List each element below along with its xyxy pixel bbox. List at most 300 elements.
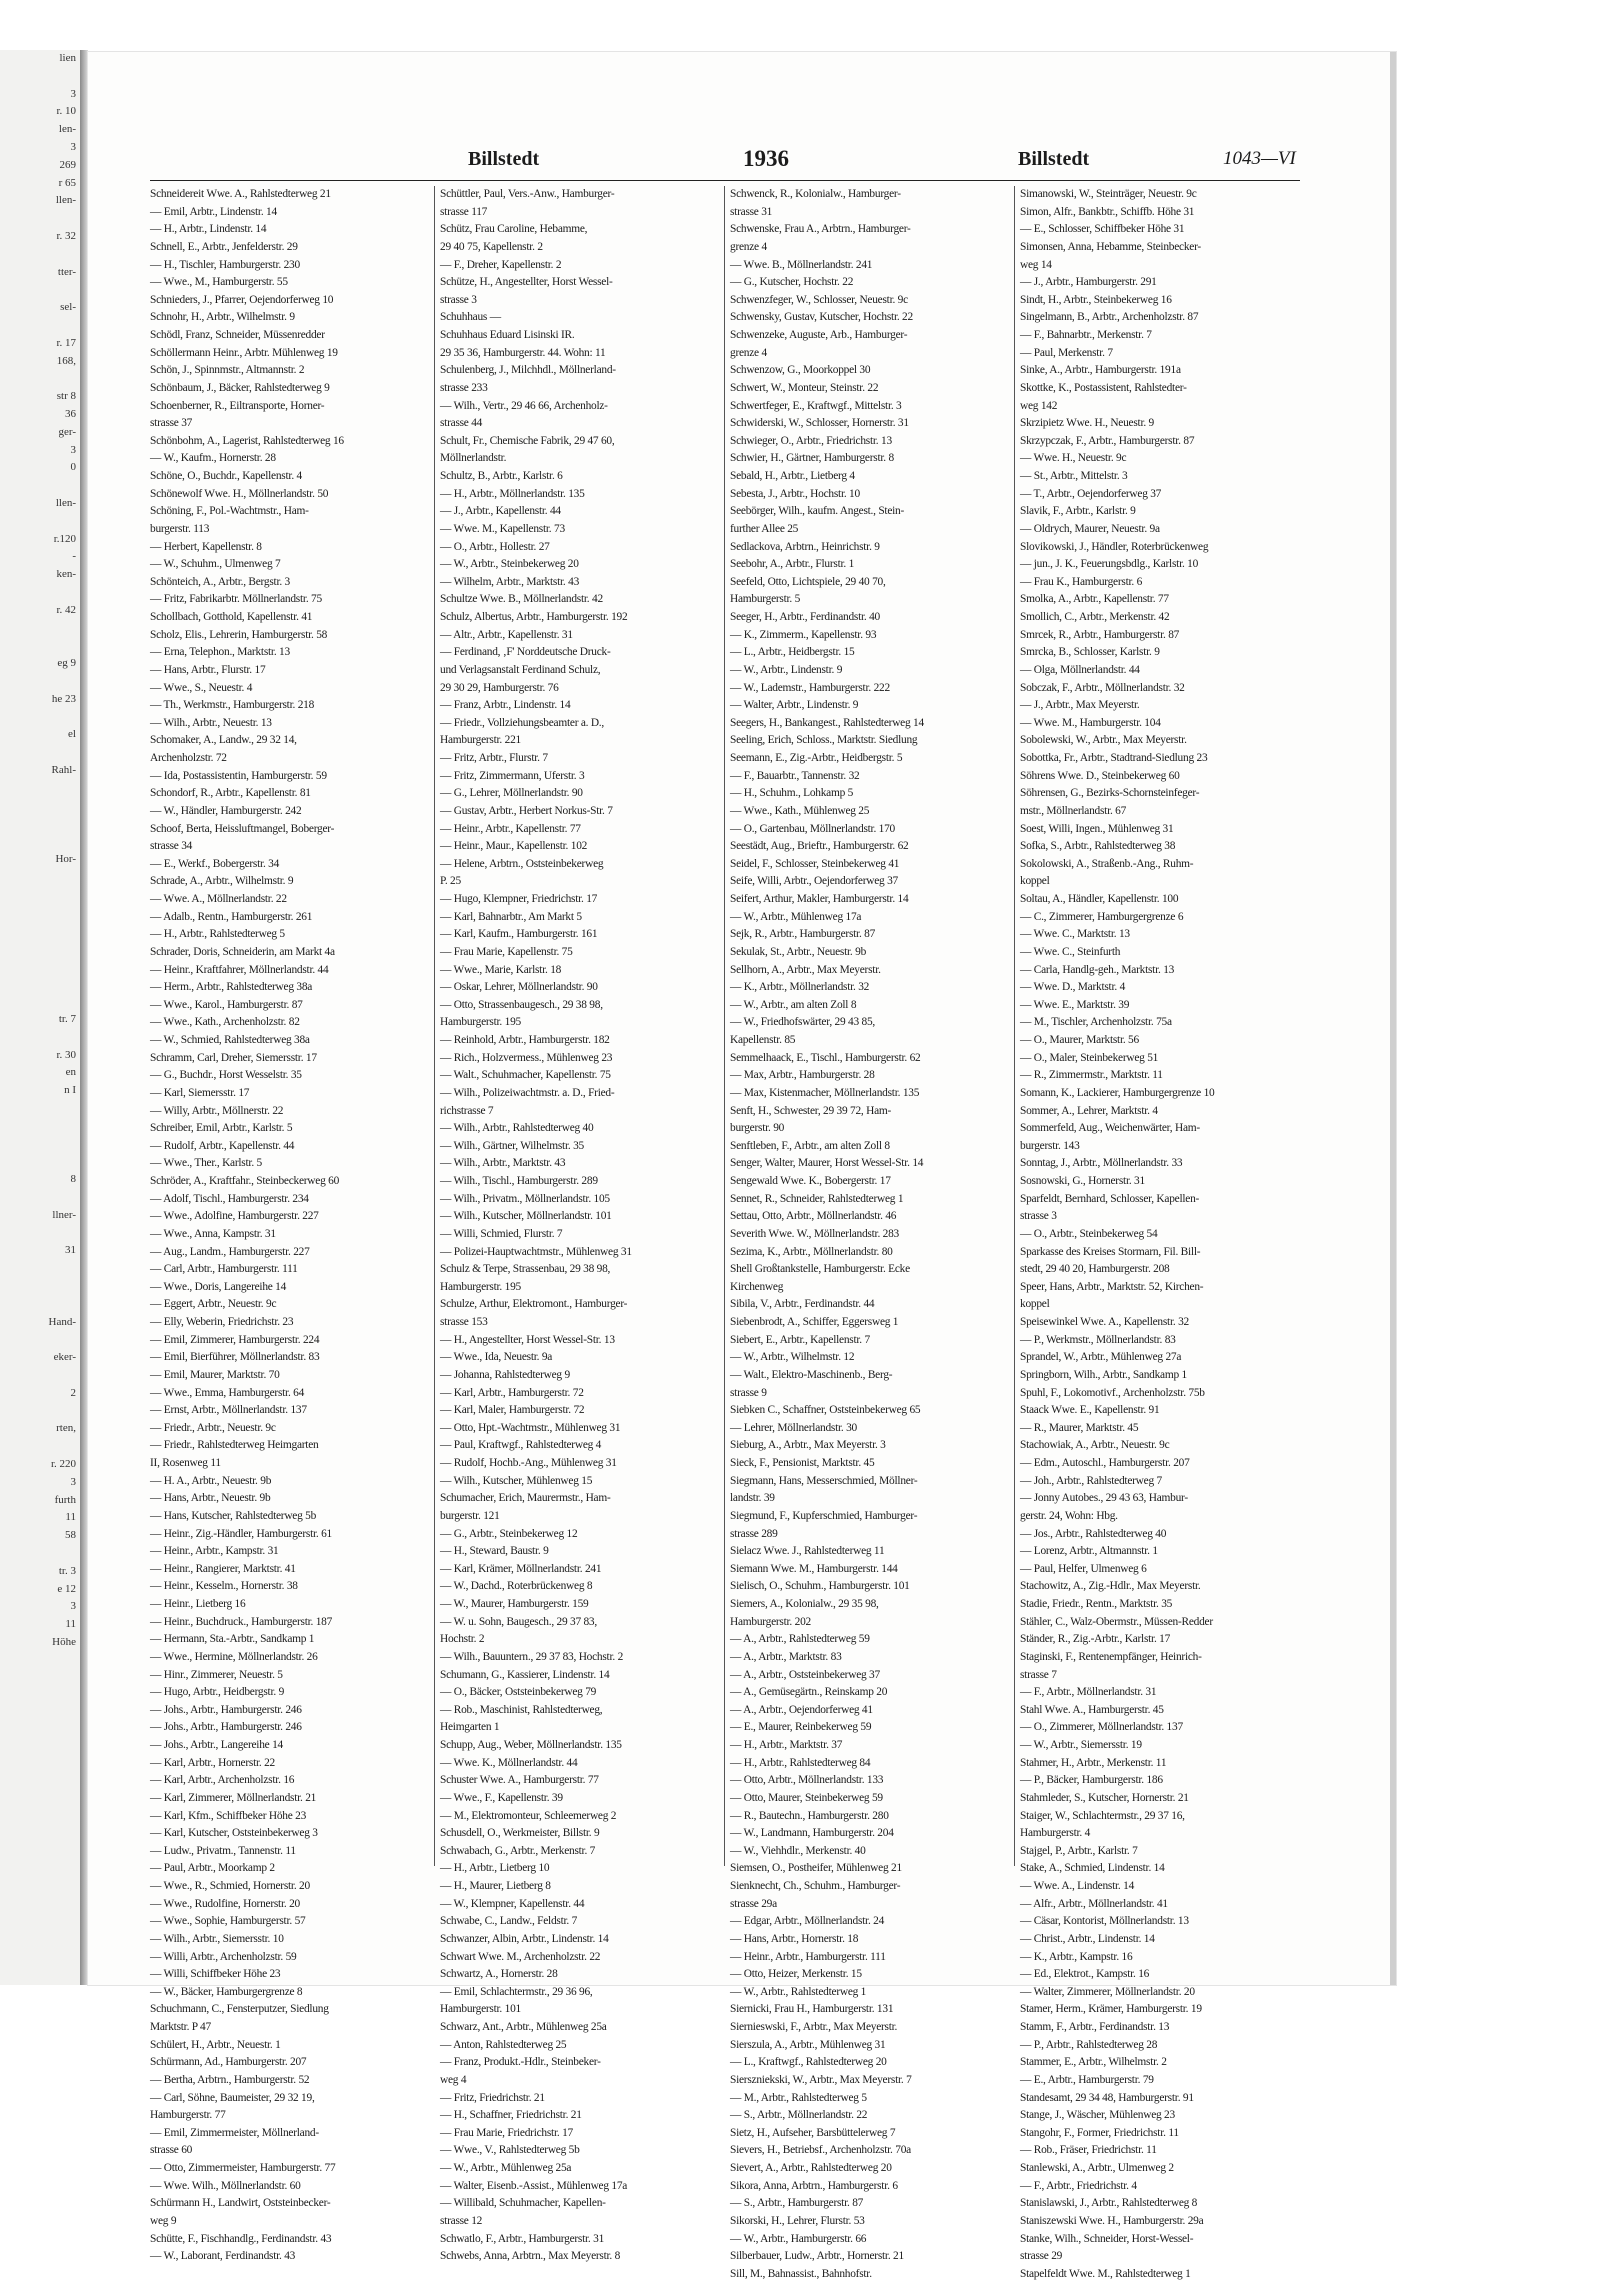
directory-entry: grenze 4 xyxy=(730,240,767,253)
directory-entry: — Heinr., Kesselm., Hornerstr. 38 xyxy=(150,1580,298,1593)
directory-entry: Stajgel, P., Arbtr., Karlstr. 7 xyxy=(1020,1844,1138,1857)
facing-page-fragment: r.120 xyxy=(53,532,76,545)
directory-entry: — W., Friedhofswärter, 29 43 85, xyxy=(730,1016,875,1029)
directory-entry: — W., Arbtr., Rahlstedterweg 1 xyxy=(730,1985,867,1998)
directory-entry: Schollbach, Gotthold, Kapellenstr. 41 xyxy=(150,611,313,623)
directory-entry: — H., Tischler, Hamburgerstr. 230 xyxy=(150,258,300,271)
directory-entry: — K., Arbtr., Möllnerlandstr. 32 xyxy=(730,981,870,994)
directory-entry: Kapellenstr. 85 xyxy=(730,1034,796,1046)
directory-entry: — Hans, Arbtr., Flurstr. 17 xyxy=(150,663,266,676)
directory-entry: Siemers, A., Kolonialw., 29 35 98, xyxy=(730,1598,879,1610)
directory-entry: — Wwe., Hermine, Möllnerlandstr. 26 xyxy=(150,1650,318,1663)
directory-entry: Schwatlo, F., Arbtr., Hamburgerstr. 31 xyxy=(440,2232,605,2245)
directory-entry: — W., Arbtr., Wilhelmstr. 12 xyxy=(730,1351,855,1364)
directory-entry: — H., Steward, Baustr. 9 xyxy=(440,1545,549,1558)
directory-entry: burgerstr. 121 xyxy=(440,1509,500,1522)
directory-entry: — Rudolf, Hochb.-Ang., Mühlenweg 31 xyxy=(440,1457,617,1469)
directory-entry: — Wwe. E., Marktstr. 39 xyxy=(1020,998,1130,1011)
column-1 xyxy=(150,186,432,2263)
directory-entry: Kirchenweg xyxy=(730,1280,784,1293)
directory-entry: Sonntag, J., Arbtr., Möllnerlandstr. 33 xyxy=(1020,1157,1183,1170)
directory-entry: — Jos., Arbtr., Rahlstedterweg 40 xyxy=(1020,1527,1167,1540)
directory-entry: — Fritz, Zimmermann, Uferstr. 3 xyxy=(440,769,585,782)
directory-entry: — Ludw., Privatm., Tannenstr. 11 xyxy=(150,1844,296,1857)
directory-entry: — Wilh., Arbtr., Rahlstedterweg 40 xyxy=(440,1122,594,1135)
directory-entry: — Lehrer, Möllnerlandstr. 30 xyxy=(730,1421,857,1434)
directory-entry: strasse 7 xyxy=(1020,1668,1057,1681)
directory-entry: Stahmer, H., Arbtr., Merkenstr. 11 xyxy=(1020,1756,1167,1769)
facing-page-fragment xyxy=(0,815,80,833)
directory-entry: — Friedr., Rahlstedterweg Heimgarten xyxy=(150,1439,319,1452)
directory-entry: — Aug., Landm., Hamburgerstr. 227 xyxy=(150,1245,310,1258)
facing-page-fragment xyxy=(0,1029,80,1047)
directory-entry: — Wilhelm, Arbtr., Marktstr. 43 xyxy=(440,575,580,588)
directory-entry: — Wilh., Bauuntern., 29 37 83, Hochstr. 2 xyxy=(440,1650,624,1663)
directory-entry: burgerstr. 90 xyxy=(730,1122,785,1135)
directory-entry: — Bertha, Arbtrn., Hamburgerstr. 52 xyxy=(150,2073,310,2086)
directory-entry: burgerstr. 113 xyxy=(150,522,210,535)
directory-entry: — Wilh., Gärtner, Wilhelmstr. 35 xyxy=(440,1139,584,1152)
directory-entry: — Wwe., Anna, Kampstr. 31 xyxy=(150,1227,276,1240)
directory-entry: Schultze Wwe. B., Möllnerlandstr. 42 xyxy=(440,593,603,606)
directory-entry: Heimgarten 1 xyxy=(440,1721,500,1734)
directory-entry: — Wilh., Vertr., 29 46 66, Archenholz- xyxy=(440,399,608,412)
directory-entry: — W., Klempner, Kapellenstr. 44 xyxy=(440,1897,585,1910)
directory-entry: — Wilh., Tischl., Hamburgerstr. 289 xyxy=(440,1175,598,1187)
directory-entry: Sofka, S., Arbtr., Rahlstedterweg 38 xyxy=(1020,840,1176,853)
directory-entry: Hamburgerstr. 77 xyxy=(150,2109,226,2122)
facing-page-fragment xyxy=(0,922,80,940)
directory-entry: — Wwe. A., Möllnerlandstr. 22 xyxy=(150,893,287,905)
directory-entry: — Alfr., Arbtr., Möllnerlandstr. 41 xyxy=(1020,1897,1168,1910)
directory-entry: Speisewinkel Wwe. A., Kapellenstr. 32 xyxy=(1020,1316,1189,1328)
facing-page-fragment xyxy=(0,317,80,335)
directory-entry: — Karl, Zimmerer, Möllnerlandstr. 21 xyxy=(150,1791,317,1804)
directory-entry: — St., Arbtr., Mittelstr. 3 xyxy=(1020,470,1128,482)
directory-entry: Ständer, R., Zig.-Arbtr., Karlstr. 17 xyxy=(1020,1633,1171,1646)
directory-entry: — Hugo, Arbtr., Heidbergstr. 9 xyxy=(150,1686,285,1699)
directory-entry: — Wilh., Arbtr., Siemersstr. 10 xyxy=(150,1932,284,1945)
directory-entry: Schuhhaus — xyxy=(440,311,501,324)
directory-entry: Schürmann H., Landwirt, Oststeinbecker- xyxy=(150,2197,331,2210)
directory-entry: Schülert, H., Arbtr., Neuestr. 1 xyxy=(150,2038,281,2051)
directory-entry: — O., Maurer, Marktstr. 56 xyxy=(1020,1034,1139,1046)
left-page-margin xyxy=(0,50,80,1985)
directory-entry: — Heinr., Lietberg 16 xyxy=(150,1598,246,1610)
directory-entry: — W., Dachd., Roterbrückenweg 8 xyxy=(440,1580,593,1593)
directory-entry: richstrasse 7 xyxy=(440,1104,494,1117)
facing-page-fragment xyxy=(0,904,80,922)
directory-entry: — Wwe., Sophie, Hamburgerstr. 57 xyxy=(150,1915,306,1928)
directory-entry: — W., Arbtr., Lindenstr. 9 xyxy=(730,663,843,676)
directory-entry: Schönewolf Wwe. H., Möllnerlandstr. 50 xyxy=(150,487,329,500)
facing-page-fragment: llen- xyxy=(55,496,76,509)
directory-entry: Stamm, F., Arbtr., Ferdinandstr. 13 xyxy=(1020,2021,1170,2033)
directory-entry: Staginski, F., Rentenempfänger, Heinrich- xyxy=(1020,1650,1202,1663)
directory-entry: Stanlewski, A., Arbtr., Ulmenweg 2 xyxy=(1020,2162,1174,2174)
directory-entry: Schult, Fr., Chemische Fabrik, 29 47 60, xyxy=(440,434,615,447)
directory-entry: Sikorski, H., Lehrer, Flurstr. 53 xyxy=(730,2214,865,2227)
directory-entry: — S., Arbtr., Hamburgerstr. 87 xyxy=(730,2197,864,2210)
directory-entry: Sommerfeld, Aug., Weichenwärter, Ham- xyxy=(1020,1122,1200,1135)
directory-entry: — Wilh., Kutscher, Möllnerlandstr. 101 xyxy=(440,1210,612,1223)
directory-entry: — Hugo, Klempner, Friedrichstr. 17 xyxy=(440,893,598,905)
directory-entry: — W., Laborant, Ferdinandstr. 43 xyxy=(150,2250,296,2263)
directory-entry: Schütte, F., Fischhandlg., Ferdinandstr. 43 xyxy=(150,2232,332,2245)
directory-entry: Schönteich, A., Arbtr., Bergstr. 3 xyxy=(150,575,290,588)
directory-entry: — L., Arbtr., Heidbergstr. 15 xyxy=(730,646,855,659)
directory-entry: — H., Schuhm., Lohkamp 5 xyxy=(730,787,854,800)
directory-entry: Schumann, G., Kassierer, Lindenstr. 14 xyxy=(440,1668,610,1681)
facing-page-fragment xyxy=(0,1367,80,1385)
header-year: 1936 xyxy=(743,146,789,171)
directory-entry: — Willi, Schmied, Flurstr. 7 xyxy=(440,1227,563,1240)
facing-page-fragment xyxy=(0,477,80,495)
directory-entry: — G., Lehrer, Möllnerlandstr. 90 xyxy=(440,787,583,800)
facing-page-fragment xyxy=(0,886,80,904)
directory-entry: — E., Schlosser, Schiffbeker Höhe 31 xyxy=(1020,223,1185,236)
directory-entry: — Wwe. A., Lindenstr. 14 xyxy=(1020,1880,1135,1892)
directory-entry: Schwebs, Anna, Arbtrn., Max Meyerstr. 8 xyxy=(440,2250,621,2263)
directory-entry: — Frau K., Hamburgerstr. 6 xyxy=(1020,575,1143,588)
facing-page-fragment xyxy=(0,513,80,531)
directory-entry: — W. u. Sohn, Baugesch., 29 37 83, xyxy=(440,1615,597,1628)
directory-entry: — Heinr., Rangierer, Marktstr. 41 xyxy=(150,1562,296,1575)
directory-entry: — Karl, Arbtr., Archenholzstr. 16 xyxy=(150,1774,295,1787)
directory-entry: — H. A., Arbtr., Neuestr. 9b xyxy=(150,1474,272,1487)
directory-entry: Schumacher, Erich, Maurermstr., Ham- xyxy=(440,1492,611,1505)
directory-entry: — Franz, Arbtr., Lindenstr. 14 xyxy=(440,699,571,712)
directory-entry: Sprandel, W., Arbtr., Mühlenweg 27a xyxy=(1020,1351,1182,1364)
directory-entry: Hamburgerstr. 195 xyxy=(440,1280,521,1293)
facing-page-fragment xyxy=(0,708,80,726)
facing-page-fragment xyxy=(0,1545,80,1563)
directory-entry: — Hinr., Zimmerer, Neuestr. 5 xyxy=(150,1668,283,1681)
directory-entry: — Herbert, Kapellenstr. 8 xyxy=(150,540,262,553)
directory-entry: Schreiber, Emil, Arbtr., Karlstr. 5 xyxy=(150,1122,293,1135)
directory-entry: — Eggert, Arbtr., Neuestr. 9c xyxy=(150,1298,277,1311)
directory-entry: — W., Viehhdlr., Merkenstr. 40 xyxy=(730,1844,866,1857)
directory-entry: — Wwe., Emma, Hamburgerstr. 64 xyxy=(150,1386,305,1399)
directory-entry: Sielacz Wwe. J., Rahlstedterweg 11 xyxy=(730,1545,885,1558)
facing-page-fragment: 3 xyxy=(70,87,76,100)
facing-page-fragment: llner- xyxy=(52,1208,76,1221)
directory-entry: — F., Arbtr., Friedrichstr. 4 xyxy=(1020,2179,1137,2192)
directory-entry: — Adalb., Rentn., Hamburgerstr. 261 xyxy=(150,910,313,923)
facing-page-fragment xyxy=(0,673,80,691)
directory-entry: Seeling, Erich, Schloss., Marktstr. Siedlung xyxy=(730,734,918,747)
directory-entry: — Wwe. D., Marktstr. 4 xyxy=(1020,981,1126,994)
directory-entry: — Edgar, Arbtr., Möllnerlandstr. 24 xyxy=(730,1915,885,1928)
directory-entry: — Heinr., Zig.-Händler, Hamburgerstr. 61 xyxy=(150,1527,332,1540)
directory-entry: — Joh., Arbtr., Rahlstedterweg 7 xyxy=(1020,1474,1162,1487)
directory-entry: Sierszula, A., Arbtr., Mühlenweg 31 xyxy=(730,2038,886,2051)
directory-entry: — Otto, Strassenbaugesch., 29 38 98, xyxy=(440,998,603,1011)
directory-entry: — W., Kaufm., Hornerstr. 28 xyxy=(150,452,276,465)
directory-entry: — W., Arbtr., Mühlenweg 25a xyxy=(440,2162,572,2174)
directory-entry: weg 14 xyxy=(1020,258,1052,271)
directory-entry: Sobottka, Fr., Arbtr., Stadtrand-Siedlung 23 xyxy=(1020,752,1208,764)
directory-entry: — jun., J. K., Feuerungsbdlg., Karlstr. 10 xyxy=(1020,558,1199,571)
directory-entry: further Allee 25 xyxy=(730,522,799,535)
directory-entry: Simon, Alfr., Bankbtr., Schiffb. Höhe 31 xyxy=(1020,205,1195,218)
directory-entry: — R., Bautechn., Hamburgerstr. 280 xyxy=(730,1809,889,1822)
directory-entry: Sebald, H., Arbtr., Lietberg 4 xyxy=(730,470,855,482)
directory-entry: Seestädt, Aug., Brieftr., Hamburgerstr. 62 xyxy=(730,840,909,853)
directory-entry: — J., Arbtr., Max Meyerstr. xyxy=(1020,699,1140,712)
directory-entry: Sienknecht, Ch., Schuhm., Hamburger- xyxy=(730,1880,901,1892)
directory-entry: koppel xyxy=(1020,875,1050,888)
facing-page-fragment xyxy=(0,1118,80,1136)
directory-entry: — Hermann, Sta.-Arbtr., Sandkamp 1 xyxy=(150,1633,315,1646)
facing-page-fragment: 11 xyxy=(65,1511,76,1524)
directory-entry: Söhrens Wwe. D., Steinbekerweg 60 xyxy=(1020,769,1180,782)
directory-entry: — Johanna, Rahlstedterweg 9 xyxy=(440,1368,570,1381)
directory-entry: — Cäsar, Kontorist, Möllnerlandstr. 13 xyxy=(1020,1915,1189,1928)
directory-entry: Schusdell, O., Werkmeister, Billstr. 9 xyxy=(440,1827,600,1840)
directory-entry: — Olga, Möllnerlandstr. 44 xyxy=(1020,663,1140,676)
directory-entry: Scholz, Elis., Lehrerin, Hamburgerstr. 58 xyxy=(150,628,328,641)
directory-entry: — Rudolf, Arbtr., Kapellenstr. 44 xyxy=(150,1139,295,1152)
directory-entry: — Edm., Autoschl., Hamburgerstr. 207 xyxy=(1020,1457,1190,1469)
directory-entry: — A., Arbtr., Oejendorferweg 41 xyxy=(730,1703,873,1716)
directory-entry: — Emil, Bierführer, Möllnerlandstr. 83 xyxy=(150,1351,320,1364)
directory-entry: weg 9 xyxy=(150,2214,177,2227)
directory-entry: Hamburgerstr. 4 xyxy=(1020,1827,1091,1840)
column-divider xyxy=(434,186,435,1866)
directory-entry: Skottke, K., Postassistent, Rahlstedter- xyxy=(1020,381,1187,394)
directory-entry: Schödl, Franz, Schneider, Müssenredder xyxy=(150,329,325,341)
directory-entry: Hamburgerstr. 101 xyxy=(440,2003,521,2016)
directory-entry: Spuhl, F., Lokomotivf., Archenholzstr. 75b xyxy=(1020,1386,1205,1399)
directory-entry: Schwenzow, G., Moorkoppel 30 xyxy=(730,364,871,377)
directory-entry: Staack Wwe. E., Kapellenstr. 91 xyxy=(1020,1404,1160,1417)
directory-entry: Settau, Otto, Arbtr., Möllnerlandstr. 46 xyxy=(730,1210,897,1223)
directory-entry: strasse 60 xyxy=(150,2144,193,2157)
facing-page-fragment: 58 xyxy=(65,1529,76,1542)
directory-entry: — Wwe., Kath., Mühlenweg 25 xyxy=(730,804,870,817)
directory-entry: — Karl, Bahnarbtr., Am Markt 5 xyxy=(440,910,582,923)
directory-entry: Siebenbrodt, A., Schiffer, Eggersweg 1 xyxy=(730,1316,899,1328)
directory-entry: Schwabach, G., Arbtr., Merkenstr. 7 xyxy=(440,1844,596,1857)
directory-entry: — Willi, Schiffbeker Höhe 23 xyxy=(150,1968,281,1981)
directory-entry: stedt, 29 40 20, Hamburgerstr. 208 xyxy=(1020,1263,1170,1276)
directory-entry: — Wilh., Privatm., Möllnerlandstr. 105 xyxy=(440,1192,610,1205)
directory-entry: Schwarz, Ant., Arbtr., Mühlenweg 25a xyxy=(440,2021,607,2033)
directory-entry: — A., Arbtr., Rahlstedterweg 59 xyxy=(730,1633,870,1646)
facing-page-fragment: furth xyxy=(54,1493,76,1506)
directory-entry: Schrader, Doris, Schneiderin, am Markt 4a xyxy=(150,945,335,958)
directory-entry: — Jonny Autobes., 29 43 63, Hambur- xyxy=(1020,1492,1188,1505)
directory-entry: weg 142 xyxy=(1020,399,1058,412)
directory-entry: — Carl, Söhne, Baumeister, 29 32 19, xyxy=(150,2091,315,2104)
directory-entry: — Wwe. M., Hamburgerstr. 104 xyxy=(1020,716,1161,729)
directory-entry: Stahmleder, S., Kutscher, Hornerstr. 21 xyxy=(1020,1791,1189,1804)
directory-entry: Staniszewski Wwe. H., Hamburgerstr. 29a xyxy=(1020,2214,1204,2227)
book-spine xyxy=(80,50,88,1985)
facing-page-fragment xyxy=(0,1278,80,1296)
directory-entry: — Karl, Maler, Hamburgerstr. 72 xyxy=(440,1404,585,1417)
directory-entry: — Karl, Siemersstr. 17 xyxy=(150,1086,250,1099)
directory-entry: Springborn, Wilh., Arbtr., Sandkamp 1 xyxy=(1020,1368,1187,1381)
directory-entry: strasse 37 xyxy=(150,417,193,430)
directory-entry: strasse 31 xyxy=(730,205,773,218)
directory-entry: — Wwe. B., Möllnerlandstr. 241 xyxy=(730,258,873,271)
facing-page-fragment xyxy=(0,210,80,228)
directory-entry: — Walt., Schuhmacher, Kapellenstr. 75 xyxy=(440,1069,611,1082)
directory-entry: Schwert, W., Monteur, Steinstr. 22 xyxy=(730,381,879,394)
facing-page-fragment: llen- xyxy=(55,194,76,207)
directory-entry: Siegmund, F., Kupferschmied, Hamburger- xyxy=(730,1509,918,1522)
directory-entry: — Wwe., Adolfine, Hamburgerstr. 227 xyxy=(150,1210,319,1223)
directory-entry: Schulenberg, J., Milchhdl., Möllnerland- xyxy=(440,364,616,377)
directory-entry: strasse 29 xyxy=(1020,2250,1063,2263)
directory-entry: Hochstr. 2 xyxy=(440,1633,485,1646)
facing-page-fragment: r. 17 xyxy=(56,336,76,349)
directory-entry: — Emil, Maurer, Marktstr. 70 xyxy=(150,1368,280,1381)
directory-entry: — H., Angestellter, Horst Wessel-Str. 13 xyxy=(440,1333,615,1346)
directory-entry: — W., Schuhm., Ulmenweg 7 xyxy=(150,558,281,571)
directory-entry: Stahl Wwe. A., Hamburgerstr. 45 xyxy=(1020,1703,1164,1716)
directory-entry: — F., Dreher, Kapellenstr. 2 xyxy=(440,258,562,271)
facing-page-fragment: 2 xyxy=(70,1386,76,1399)
directory-entry: — K., Arbtr., Kampstr. 16 xyxy=(1020,1950,1133,1963)
directory-entry: — H., Arbtr., Lietberg 10 xyxy=(440,1862,550,1875)
directory-entry: — R., Zimmermstr., Marktstr. 11 xyxy=(1020,1069,1163,1082)
directory-entry: — Franz, Produkt.-Hdlr., Steinbeker- xyxy=(440,2056,601,2069)
directory-entry: — Wilh., Kutscher, Mühlenweg 15 xyxy=(440,1474,593,1487)
directory-entry: strasse 117 xyxy=(440,205,488,218)
directory-entry: weg 4 xyxy=(440,2073,467,2086)
directory-entry: strasse 29a xyxy=(730,1897,777,1910)
directory-entry: — Paul, Kraftwgf., Rahlstedterweg 4 xyxy=(440,1439,602,1452)
facing-page-fragment xyxy=(0,620,80,638)
directory-entry: Stammer, E., Arbtr., Wilhelmstr. 2 xyxy=(1020,2056,1167,2069)
directory-entry: — H., Arbtr., Lindenstr. 14 xyxy=(150,223,267,236)
directory-entry: — O., Arbtr., Hollestr. 27 xyxy=(440,540,550,553)
directory-entry: — F., Bauarbtr., Tannenstr. 32 xyxy=(730,769,860,782)
directory-entry: — H., Arbtr., Rahlstedterweg 5 xyxy=(150,928,285,941)
directory-entry: Schuchmann, C., Fensterputzer, Siedlung xyxy=(150,2003,329,2016)
facing-page-fragment xyxy=(0,780,80,798)
directory-entry: Schwieger, O., Arbtr., Friedrichstr. 13 xyxy=(730,434,892,447)
directory-entry: Schwenzfeger, W., Schlosser, Neuestr. 9c xyxy=(730,293,908,306)
column-divider xyxy=(1014,186,1015,1866)
directory-entry: P. 25 xyxy=(440,875,461,888)
directory-entry: Siernieswski, F., Arbtr., Max Meyerstr. xyxy=(730,2021,898,2033)
directory-entry: — P., Arbtr., Rahlstedterweg 28 xyxy=(1020,2038,1158,2051)
directory-entry: — Karl, Krämer, Möllnerlandstr. 241 xyxy=(440,1562,602,1575)
facing-page-fragment: e 12 xyxy=(57,1582,76,1595)
directory-entry: — Wwe., Kath., Archenholzstr. 82 xyxy=(150,1016,300,1029)
directory-entry: koppel xyxy=(1020,1298,1050,1311)
directory-entry: — Otto, Heizer, Merkenstr. 15 xyxy=(730,1968,862,1981)
facing-page-fragment: - xyxy=(72,550,76,563)
directory-entry: Schönbohm, A., Lagerist, Rahlstedterweg 16 xyxy=(150,434,344,447)
directory-entry: Hamburgerstr. 195 xyxy=(440,1016,521,1029)
directory-entry: — Helene, Arbtrn., Oststeinbekerweg xyxy=(440,857,604,870)
directory-entry: Sezima, K., Arbtr., Möllnerlandstr. 80 xyxy=(730,1245,893,1258)
directory-entry: Sommer, A., Lehrer, Marktstr. 4 xyxy=(1020,1104,1158,1117)
directory-entry: Smrcek, R., Arbtr., Hamburgerstr. 87 xyxy=(1020,628,1180,641)
directory-entry: burgerstr. 143 xyxy=(1020,1139,1080,1152)
directory-entry: — E., Maurer, Reinbekerweg 59 xyxy=(730,1721,872,1734)
header-left-title: Billstedt xyxy=(468,148,540,170)
directory-entry: Smollich, C., Arbtr., Merkenstr. 42 xyxy=(1020,611,1170,623)
facing-page-fragment xyxy=(0,958,80,976)
directory-entry: Schöne, O., Buchdr., Kapellenstr. 4 xyxy=(150,470,302,482)
directory-entry: — Carl, Arbtr., Hamburgerstr. 111 xyxy=(150,1263,298,1276)
facing-page-fragment: Hand- xyxy=(48,1315,76,1328)
facing-page-fragment: r. 42 xyxy=(56,603,76,616)
directory-entry: Schoof, Berta, Heissluftmangel, Boberger- xyxy=(150,822,335,835)
directory-entry: Schulz, Albertus, Arbtr., Hamburgerstr. 192 xyxy=(440,611,628,623)
directory-entry: Sparfeldt, Bernhard, Schlosser, Kapellen- xyxy=(1020,1192,1200,1205)
directory-entry: — Fritz, Fabrikarbtr. Möllnerlandstr. 75 xyxy=(150,593,322,606)
directory-entry: — Wwe., Ther., Karlstr. 5 xyxy=(150,1157,262,1170)
directory-entry: — Wwe., Karol., Hamburgerstr. 87 xyxy=(150,998,303,1011)
directory-entry: Somann, K., Lackierer, Hamburgergrenze 10 xyxy=(1020,1086,1215,1099)
facing-page-fragment: r. 32 xyxy=(56,229,76,242)
facing-page-fragment: 8 xyxy=(70,1173,76,1186)
facing-page-fragment xyxy=(0,68,80,86)
facing-page-fragment xyxy=(0,993,80,1011)
directory-entry: — J., Arbtr., Kapellenstr. 44 xyxy=(440,505,561,518)
directory-entry: Schwenske, Frau A., Arbtrn., Hamburger- xyxy=(730,223,911,236)
column-divider xyxy=(724,186,725,1866)
facing-page-fragment xyxy=(0,281,80,299)
directory-entry: — Rob., Maschinist, Rahlstedterweg, xyxy=(440,1703,603,1716)
facing-page-fragment xyxy=(0,744,80,762)
facing-page-fragment xyxy=(0,637,80,655)
directory-entry: Soltau, A., Händler, Kapellenstr. 100 xyxy=(1020,893,1179,905)
directory-entry: Siegmann, Hans, Messerschmied, Möllner- xyxy=(730,1474,918,1487)
directory-entry: gerstr. 24, Wohn: Hbg. xyxy=(1020,1509,1118,1522)
directory-entry: landstr. 39 xyxy=(730,1492,775,1505)
facing-page-fragment: Rahl- xyxy=(51,763,76,776)
directory-entry: Schröder, A., Kraftfahr., Steinbeckerweg 60 xyxy=(150,1175,340,1187)
directory-entry: — W., Lademstr., Hamburgerstr. 222 xyxy=(730,681,890,694)
directory-entry: Semmelhaack, E., Tischl., Hamburgerstr. 62 xyxy=(730,1051,921,1064)
facing-page-fragment: r. 220 xyxy=(50,1457,76,1470)
directory-entry: Slavik, F., Arbtr., Karlstr. 9 xyxy=(1020,505,1136,518)
page-header xyxy=(148,148,1350,182)
directory-entry: Schulze, Arthur, Elektromont., Hamburger- xyxy=(440,1298,628,1311)
directory-entry: Sobczak, F., Arbtr., Möllnerlandstr. 32 xyxy=(1020,681,1185,694)
facing-page-fragment xyxy=(0,1438,80,1456)
directory-entry: — M., Tischler, Archenholzstr. 75a xyxy=(1020,1016,1172,1029)
directory-entry: — W., Bäcker, Hamburgergrenze 8 xyxy=(150,1985,303,1998)
directory-entry: — Ferdinand, ‚F' Norddeutsche Druck- xyxy=(440,646,611,659)
facing-page-fragment: eker- xyxy=(53,1351,76,1364)
directory-entry: — Friedr., Vollziehungsbeamter a. D., xyxy=(440,716,605,729)
directory-entry: Stake, A., Schmied, Lindenstr. 14 xyxy=(1020,1862,1165,1875)
directory-entry: — T., Arbtr., Oejendorferweg 37 xyxy=(1020,487,1162,500)
directory-entry: Sparkasse des Kreises Stormarn, Fil. Bill- xyxy=(1020,1245,1201,1258)
directory-entry: — Wwe., Rudolfine, Hornerstr. 20 xyxy=(150,1897,300,1910)
directory-entry: — P., Werkmstr., Möllnerlandstr. 83 xyxy=(1020,1333,1176,1346)
directory-entry: Schöllermann Heinr., Arbtr. Mühlenweg 19 xyxy=(150,346,338,359)
directory-entry: — Walter, Eisenb.-Assist., Mühlenweg 17a xyxy=(440,2179,628,2192)
directory-entry: Sievert, A., Arbtr., Rahlstedterweg 20 xyxy=(730,2162,892,2174)
directory-entry: — A., Arbtr., Oststeinbekerweg 37 xyxy=(730,1668,880,1681)
directory-entry: — Karl, Kaufm., Hamburgerstr. 161 xyxy=(440,928,598,941)
directory-entry: — Walter, Arbtr., Lindenstr. 9 xyxy=(730,699,859,712)
directory-entry: Standesamt, 29 34 48, Hamburgerstr. 91 xyxy=(1020,2091,1194,2104)
directory-entry: Stangohr, F., Former, Friedrichstr. 11 xyxy=(1020,2126,1179,2139)
header-right-title: Billstedt xyxy=(1018,148,1090,170)
directory-entry: — Heinr., Kraftfahrer, Möllnerlandstr. 44 xyxy=(150,963,329,976)
